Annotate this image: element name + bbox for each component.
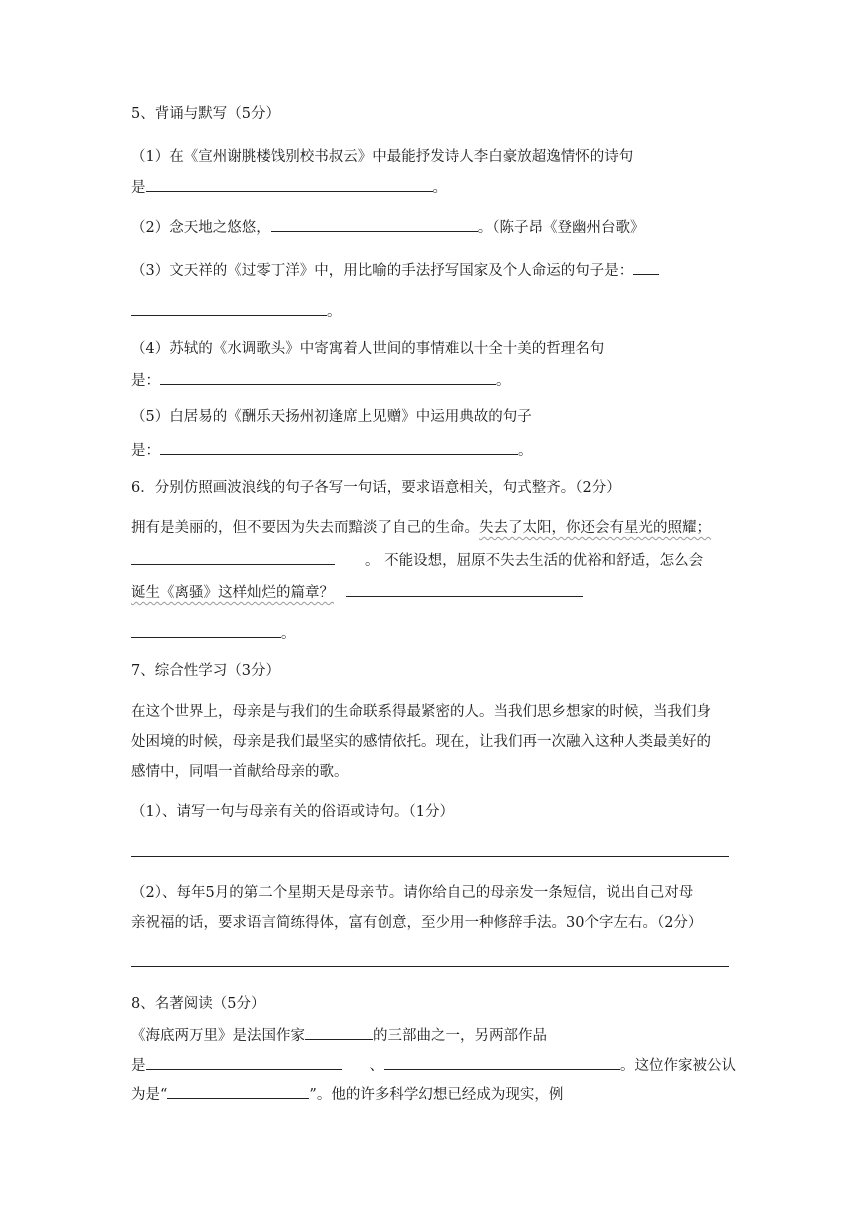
q5-item1-text: （1）在《宣州谢朓楼饯别校书叔云》中最能抒发诗人李白豪放超逸情怀的诗句 xyxy=(131,149,634,165)
q8-text-c: 是 xyxy=(131,1058,146,1074)
q8-work-blank-2[interactable] xyxy=(384,1053,620,1070)
q5-item4-end: 。 xyxy=(496,373,511,389)
q7-item2-line1: （2）、每年5月的第二个星期天是母亲节。请你给自己的母亲发一条短信，说出自己对母 xyxy=(131,885,694,901)
q5-item5-prefix: 是： xyxy=(131,443,160,459)
q5-item4-blank[interactable] xyxy=(160,368,496,385)
q8-line1 xyxy=(131,1023,547,1046)
q6-para-line3 xyxy=(131,580,583,603)
q5-item5-blank[interactable] xyxy=(160,438,518,455)
q6-title: 6．分别仿照画波浪线的句子各写一句话，要求语意相关，句式整齐。（2分） xyxy=(131,480,621,496)
q6-blank-1[interactable] xyxy=(131,548,335,565)
q7-item1-answer-line[interactable] xyxy=(131,856,729,857)
q6-para-line1 xyxy=(131,518,711,538)
q5-item5-answer-line xyxy=(131,438,533,461)
q5-item2-prefix: （2）念天地之悠悠， xyxy=(131,220,271,236)
q8-work-blank-1[interactable] xyxy=(146,1053,342,1070)
q8-text-b: 的三部曲之一，另两部作品 xyxy=(373,1028,547,1044)
q5-item2-suffix: 。（陈子昂《登幽州台歌》 xyxy=(477,220,645,236)
q5-item4-text: （4）苏轼的《水调歌头》中寄寓着人世间的事情难以十全十美的哲理名句 xyxy=(131,341,605,357)
q8-text-f: ”。他的许多科学幻想已经成为现实，例 xyxy=(309,1087,564,1103)
q8-title: 8、名著阅读（5分） xyxy=(131,996,266,1012)
q8-line3 xyxy=(131,1082,563,1105)
q5-item1-answer-line xyxy=(131,175,447,198)
q8-separator: 、 xyxy=(369,1058,384,1074)
q5-item3-end: 。 xyxy=(327,304,342,320)
q8-title-blank[interactable] xyxy=(167,1082,309,1099)
q5-item3-blank-a[interactable] xyxy=(633,258,659,275)
q8-text-e: 为是“ xyxy=(131,1087,168,1103)
q6-sentence-a: 拥有是美丽的，但不要因为失去而黯淡了自己的生命。 xyxy=(131,520,479,536)
q7-item1: （1）、请写一句与母亲有关的俗语或诗句。（1分） xyxy=(131,804,454,820)
q7-para-line2: 处困境的时候，母亲是我们最坚实的感情依托。现在，让我们再一次融入这种人类最美好的 xyxy=(131,734,711,750)
q7-para-line1: 在这个世界上，母亲是与我们的生命联系得最紧密的人。当我们思乡想家的时候，当我们身 xyxy=(131,704,711,720)
q5-item1-blank[interactable] xyxy=(146,175,433,192)
q5-item4-answer-line xyxy=(131,368,511,391)
q5-item3-text: （3）文天祥的《过零丁洋》中，用比喻的手法抒写国家及个人命运的句子是： xyxy=(131,263,634,279)
q7-item2-answer-line[interactable] xyxy=(131,966,729,967)
q6-para-line4 xyxy=(131,621,296,644)
q6-para-line2 xyxy=(131,548,703,571)
q5-item1-prefix: 是 xyxy=(131,180,146,196)
q5-item3 xyxy=(131,258,659,281)
q5-item4-prefix: 是： xyxy=(131,373,160,389)
q6-blank-2b[interactable] xyxy=(131,621,281,638)
q5-item2 xyxy=(131,215,644,238)
q6-end: 。 xyxy=(281,626,296,642)
q5-item2-blank[interactable] xyxy=(271,215,478,232)
q5-item3-blank-b[interactable] xyxy=(131,299,327,316)
q7-item2-line2: 亲祝福的话，要求语言简练得体，富有创意，至少用一种修辞手法。30个字左右。（2分） xyxy=(131,915,703,931)
q5-title: 5、背诵与默写（5分） xyxy=(131,106,280,122)
q8-line2 xyxy=(131,1053,736,1076)
q5-item5-end: 。 xyxy=(518,443,533,459)
q5-item5-text: （5）白居易的《酬乐天扬州初逢席上见赠》中运用典故的句子 xyxy=(131,409,532,425)
q8-text-d: 。这位作家被公认 xyxy=(620,1058,736,1074)
q6-sentence-b: 。 不能设想，屈原不失去生活的优裕和舒适，怎么会 xyxy=(365,553,704,569)
q6-blank-2a[interactable] xyxy=(346,580,583,597)
q8-text-a: 《海底两万里》是法国作家 xyxy=(131,1028,305,1044)
q8-author-blank[interactable] xyxy=(305,1023,373,1040)
q5-item1-end: 。 xyxy=(432,180,447,196)
q5-item3-answer-line xyxy=(131,299,342,322)
q6-wavy-sentence-2: 诞生《离骚》这样灿烂的篇章？ xyxy=(131,585,334,601)
q7-title: 7、综合性学习（3分） xyxy=(131,663,280,679)
q6-wavy-sentence-1: 失去了太阳，你还会有星光的照耀； xyxy=(479,520,711,536)
q7-para-line3: 感情中，同唱一首献给母亲的歌。 xyxy=(131,764,349,780)
